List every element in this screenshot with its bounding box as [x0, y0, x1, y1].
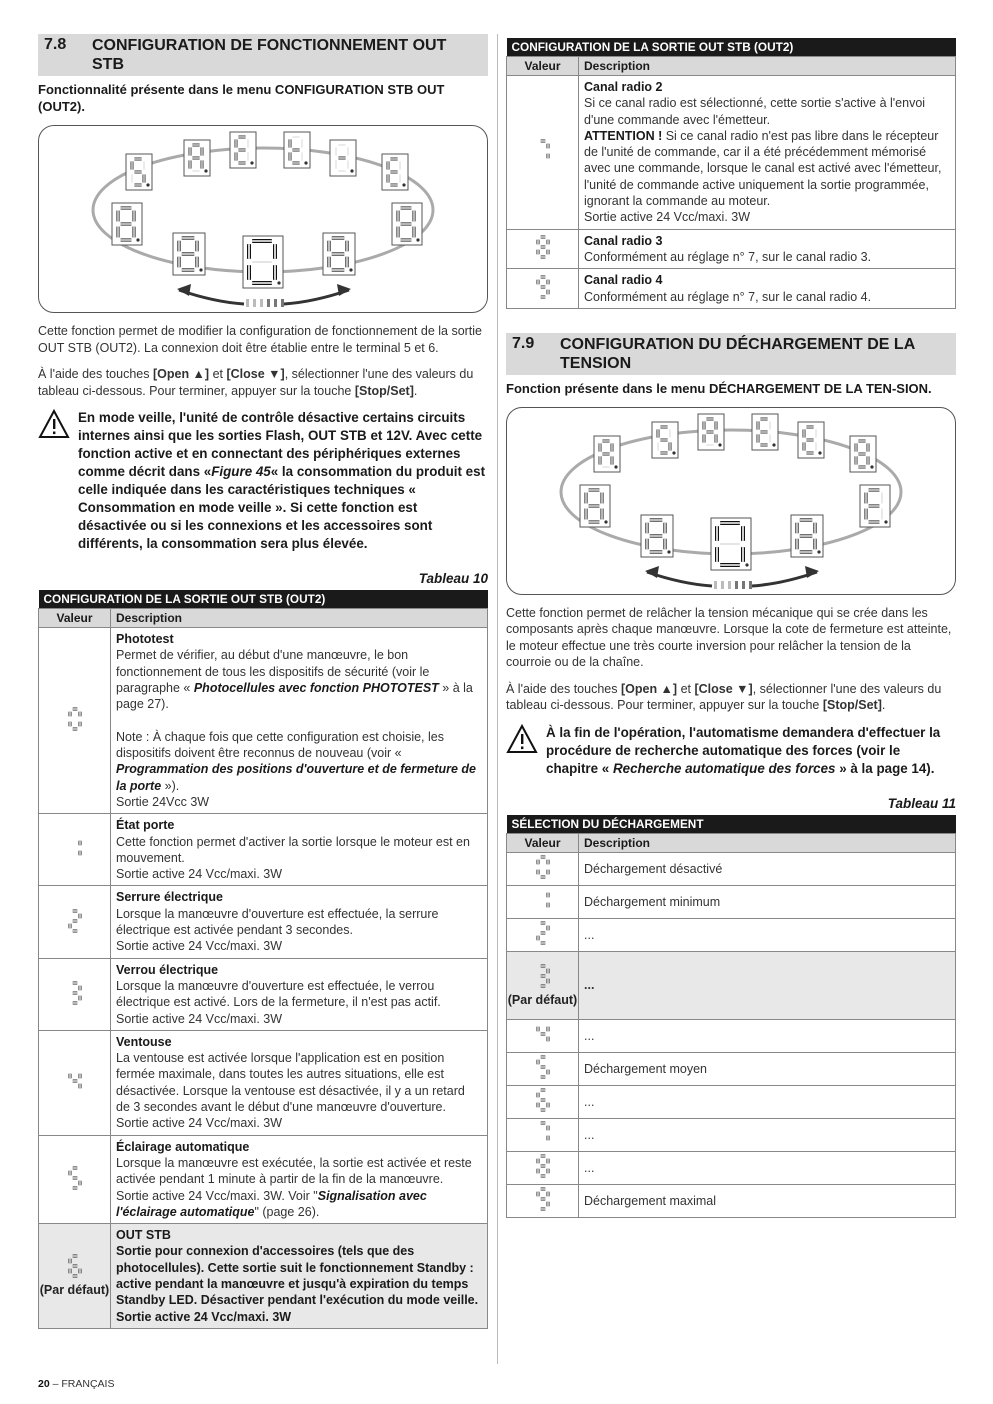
column-header-description: Description: [579, 57, 956, 76]
table-out-stb-continued: [506, 38, 956, 309]
paragraph-description: Cette fonction permet de relâcher la tension mécanique qui se crée dans les composants après chaque manœuvre. Lorsque la cote de fermeture est atteinte, le moteur effectue une très courte inversion pour relâcher la tension de la courroie ou de la chaîne.: [506, 605, 952, 670]
display-sequence-figure: [506, 407, 956, 595]
segment-digit-9: [507, 269, 579, 309]
segment-digit-5: [39, 1135, 111, 1223]
segment-digit-2: [39, 886, 111, 958]
display-sequence-figure: [38, 125, 488, 313]
warning-text: À la fin de l'opération, l'automatisme demandera d'effectuer la procédure de recherche automatique des forces (voir le chapitre « Recherche automatique des forces » à la page 14).: [546, 724, 941, 776]
default-label: (Par défaut): [507, 992, 578, 1007]
section-title: CONFIGURATION DE FONCTIONNEMENT OUT STB: [92, 37, 447, 73]
row-description: Déchargement minimum: [579, 885, 956, 918]
row-description: ...: [579, 1019, 956, 1052]
section-title: CONFIGURATION DU DÉCHARGEMENT DE LA TENSION: [560, 335, 915, 372]
section-intro: Fonction présente dans le menu DÉCHARGEMENT DE LA TEN-SION.: [506, 380, 932, 396]
segment-digit-0: [507, 852, 579, 885]
column-header-description: Description: [111, 609, 488, 628]
display-sequence-diagram: [39, 126, 487, 312]
row-description: Canal radio 3 Conformément au réglage n° 7, sur le canal radio 3.: [579, 229, 956, 269]
row-description: Serrure électrique Lorsque la manœuvre d'ouverture est effectuée, la serrure électrique est activée pendant 3 secondes. Sortie active 24 Vcc/maxi. 3W: [111, 886, 488, 958]
table-caption: Tableau 11: [887, 795, 956, 811]
section-number: 7.8: [44, 36, 67, 53]
table-caption: Tableau 10: [418, 571, 488, 586]
right-column: [506, 34, 956, 1218]
segment-digit-6: [507, 1085, 579, 1118]
section-number: 7.9: [512, 334, 535, 352]
table-row: [507, 229, 956, 269]
paragraph-description: Cette fonction permet de modifier la configuration de fonctionnement de la sortie OUT STB (OUT2). La connexion doit être établie entre le terminal 5 et 6.: [38, 324, 483, 355]
table-title: SÉLECTION DU DÉCHARGEMENT: [507, 815, 956, 834]
paragraph-instructions: À l'aide des touches [Open ▲] et [Close ▼], sélectionner l'une des valeurs du tableau ci-dessous. Pour terminer, appuyer sur la touche [Stop/Set].: [506, 681, 942, 713]
segment-digit-9: [507, 1184, 579, 1217]
row-description: Ventouse La ventouse est activée lorsque l'application est en position fermée maximale, dans toutes les autres situations, elle est désactivée. Lorsque la ventouse est désactivée, il y a un retard de 3 secondes avant le début d'une manœuvre d'ouverture. Sortie active 24 Vcc/maxi. 3W: [111, 1030, 488, 1135]
column-header-description: Description: [579, 833, 956, 852]
table-row: [39, 814, 488, 886]
warning-triangle-icon: [506, 724, 546, 778]
page-footer: 20 – FRANÇAIS: [38, 1378, 115, 1390]
segment-digit-4: [39, 1030, 111, 1135]
segment-digit-6: [39, 1224, 111, 1329]
row-description: ...: [579, 1085, 956, 1118]
row-description: Canal radio 2 Si ce canal radio est sélectionné, cette sortie s'active à l'envoi d'une commande avec l'émetteur. ATTENTION ! Si ce canal radio n'est pas libre dans le récepteur de l'unité de commande, car il a été précédemment mémorisé avec une commande, lorsque le canal est activé avec l'émetteur, l'unité de commande active uniquement la sortie programmée, ignorant la commande au moteur. Sortie active 24 Vcc/maxi. 3W: [579, 76, 956, 230]
table-row-default: [507, 951, 956, 1019]
segment-digit-7: [507, 1118, 579, 1151]
table-row: [39, 628, 488, 814]
table-row: [39, 1135, 488, 1223]
table-row: [39, 886, 488, 958]
segment-digit-7: [507, 76, 579, 230]
table-row: [39, 958, 488, 1030]
segment-digit-4: [507, 1019, 579, 1052]
segment-digit-8: [507, 1151, 579, 1184]
column-header-valeur: Valeur: [507, 57, 579, 76]
segment-digit-1: [507, 885, 579, 918]
row-description: ...: [579, 1151, 956, 1184]
row-description: État porte Cette fonction permet d'activer la sortie lorsque le moteur est en mouvement. Sortie active 24 Vcc/maxi. 3W: [111, 814, 488, 886]
row-description: Éclairage automatique Lorsque la manœuvre est exécutée, la sortie est activée et reste activée pendant 1 minute à partir de la fin de la manœuvre. Sortie active 24 Vcc/maxi. 3W. Voir "Signalisation avec l'éclairage automatique" (page 26).: [111, 1135, 488, 1223]
table-row-default: [39, 1224, 488, 1329]
paragraph-instructions: À l'aide des touches [Open ▲] et [Close ▼], sélectionner l'une des valeurs du tableau ci-dessous. Pour terminer, appuyer sur la touche [Stop/Set].: [38, 367, 474, 398]
table-row: [507, 269, 956, 309]
segment-digit-3: [507, 951, 579, 1019]
table-dechargement: [506, 815, 956, 1218]
warning-text: En mode veille, l'unité de contrôle désactive certains circuits internes ainsi que les sorties Flash, OUT STB et 12V. Avec cette fonction active et en connectant des périphériques externes comme décrit dans «Figure 45« la consommation du produit est celle indiquée dans les caractéristiques techniques « Consommation en mode veille ». Si cette fonction est désactivée ou si les connexions et les accessoires sont différents, la consommation sera plus élevée.: [78, 410, 486, 551]
table-out-stb: [38, 590, 488, 1329]
section-heading-7-8: [38, 34, 488, 76]
table-row: [507, 1085, 956, 1118]
table-title: CONFIGURATION DE LA SORTIE OUT STB (OUT2): [507, 38, 956, 57]
warning-block: [506, 724, 956, 778]
table-row: [507, 1052, 956, 1085]
row-description: ...: [579, 951, 956, 1019]
warning-block: [38, 409, 488, 553]
segment-digit-5: [507, 1052, 579, 1085]
segment-digit-2: [507, 918, 579, 951]
table-row: [507, 1151, 956, 1184]
table-row: [39, 1030, 488, 1135]
table-row: [507, 918, 956, 951]
row-description: Déchargement désactivé: [579, 852, 956, 885]
column-header-valeur: Valeur: [39, 609, 111, 628]
section-intro: Fonctionnalité présente dans le menu CONFIGURATION STB OUT (OUT2).: [38, 82, 445, 114]
left-column: [38, 34, 488, 1329]
segment-digit-3: [39, 958, 111, 1030]
warning-triangle-icon: [38, 409, 78, 553]
row-description: Déchargement maximal: [579, 1184, 956, 1217]
table-row: [507, 76, 956, 230]
column-divider: [497, 34, 498, 1364]
row-description: Déchargement moyen: [579, 1052, 956, 1085]
segment-digit-8: [507, 229, 579, 269]
row-description: Verrou électrique Lorsque la manœuvre d'ouverture est effectuée, le verrou électrique est activé. Lors de la fermeture, il n'est pas actif. Sortie active 24 Vcc/maxi. 3W: [111, 958, 488, 1030]
display-sequence-diagram: [507, 408, 955, 594]
table-row: [507, 852, 956, 885]
default-label: (Par défaut): [39, 1283, 110, 1298]
row-description: Canal radio 4 Conformément au réglage n° 7, sur le canal radio 4.: [579, 269, 956, 309]
row-description: OUT STB Sortie pour connexion d'accessoires (tels que des photocellules). Cette sortie suit le fonctionnement Standby : active pendant la manœuvre et jusqu'à expiration du temps Standby LED. Désactiver pendant l'exécution du mode veille. Sortie active 24 Vcc/maxi. 3W: [111, 1224, 488, 1329]
row-description: ...: [579, 1118, 956, 1151]
table-row: [507, 885, 956, 918]
table-row: [507, 1019, 956, 1052]
column-header-valeur: Valeur: [507, 833, 579, 852]
table-row: [507, 1184, 956, 1217]
table-row: [507, 1118, 956, 1151]
table-title: CONFIGURATION DE LA SORTIE OUT STB (OUT2): [39, 590, 488, 609]
row-description: Phototest Permet de vérifier, au début d'une manœuvre, le bon fonctionnement de tous les dispositifs de sécurité (voir le paragraphe « Photocellules avec fonction PHOTOTEST » à la page 27). Note : À chaque fois que cette configuration est choisie, les dispositifs doivent être reconnus de nouveau (voir « Programmation des positions d'ouverture et de fermeture de la porte »). Sortie 24Vcc 3W: [111, 628, 488, 814]
segment-digit-0: [39, 628, 111, 814]
row-description: ...: [579, 918, 956, 951]
segment-digit-1: [39, 814, 111, 886]
section-heading-7-9: [506, 333, 956, 375]
